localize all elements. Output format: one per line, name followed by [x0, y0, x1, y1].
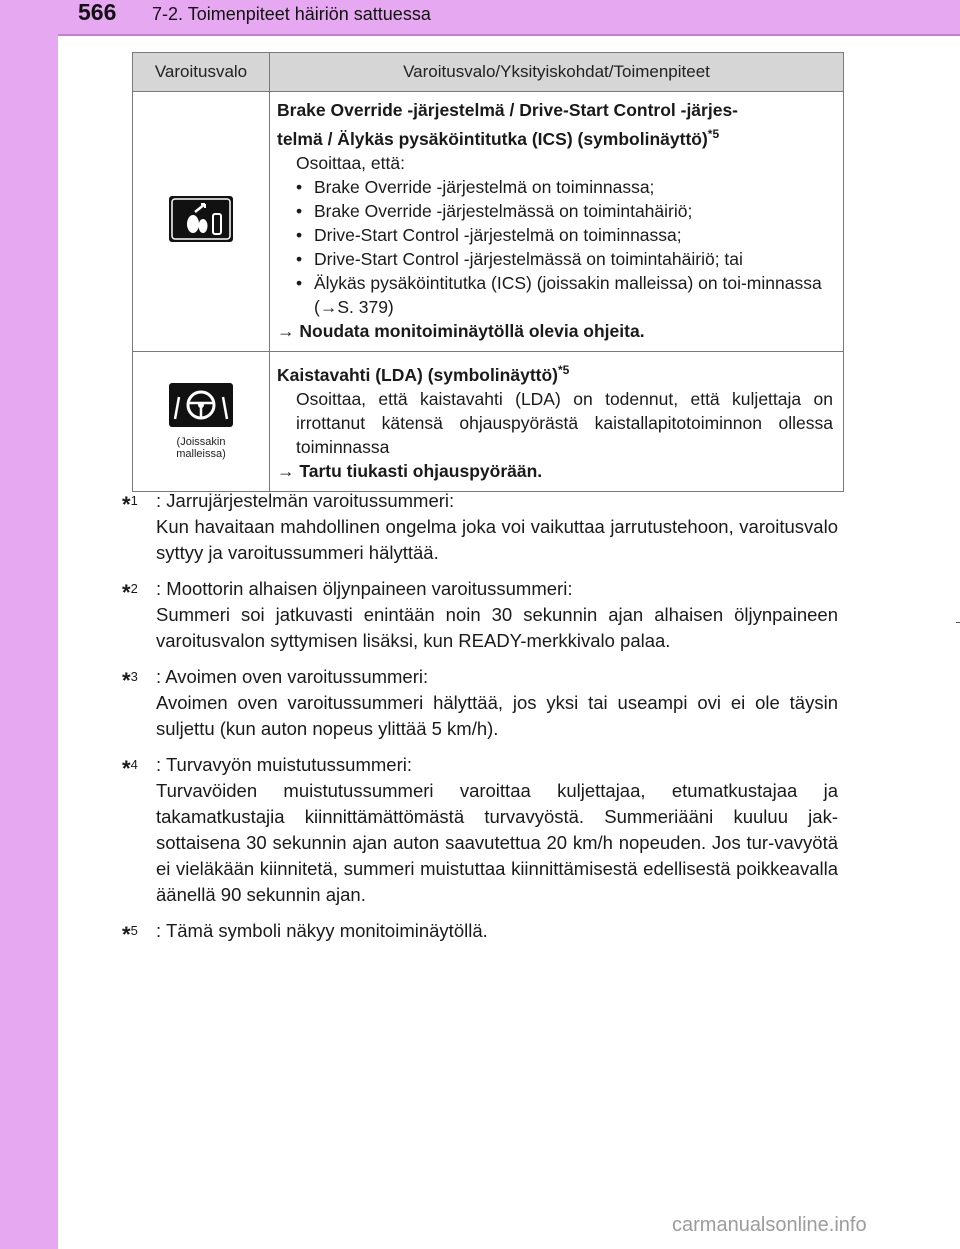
list-item: • Brake Override -järjestelmässä on toimintahäiriö; [296, 199, 833, 223]
footnote-4 [122, 752, 838, 908]
description-cell [270, 351, 844, 491]
icon-cell [133, 92, 270, 352]
footnote-text: Turvavöiden muistutussummeri varoittaa kuljettajaa, etumatkustajaa ja takamatkustajia kiinnittämättömästä turvavyöstä. Summeriääni kuuluu jak-sottaisena 30 sekunnin ajan auton saavutettua 20 km/h nopeuden. Jos tur-vavyötä ei vieläkään kiinnitetä, summeri muistuttaa kiinnittämisestä edellisestä poikkeavalla äänellä 90 sekunnin ajan. [156, 780, 838, 905]
page-number: 566 [78, 0, 117, 25]
header-bar [0, 0, 960, 36]
icon-caption: (Joissakin malleissa) [176, 435, 226, 460]
footnote-1 [122, 488, 838, 566]
action-text: → Tartu tiukasti ohjauspyörään. [277, 460, 543, 481]
brake-override-icon [169, 196, 233, 242]
description-cell [270, 92, 844, 352]
footnote-title: : Turvavyön muistutussummeri: [156, 754, 412, 775]
footnote-title: : Moottorin alhaisen öljynpaineen varoitussummeri: [156, 578, 573, 599]
intro-text: Osoittaa, että: [296, 152, 405, 173]
table-row [133, 351, 844, 491]
footnote-title: : Tämä symboli näkyy monitoiminäytöllä. [156, 920, 488, 941]
watermark: carmanualsonline.info [672, 1214, 867, 1236]
footnote-marker: *$^3$ [122, 668, 138, 694]
row-title [277, 98, 833, 151]
footnote-title: : Jarrujärjestelmän varoitussummeri: [156, 490, 455, 511]
col-header-details: Varoitusvalo/Yksityiskohdat/Toimenpiteet [270, 53, 844, 92]
footnote-text: Summeri soi jatkuvasti enintään noin 30 sekunnin ajan alhaisen öljynpaineen varoitusvalon syttymisen lisäksi, kun READY-merkkivalo palaa. [156, 604, 838, 651]
header-rule [58, 34, 960, 36]
table-header-row [133, 53, 844, 92]
description-text: Osoittaa, että kaistavahti (LDA) on todennut, että kuljettaja on irrottanut kätensä ohjauspyörästä kaistallapitotoiminnon ollessa toiminnassa [296, 388, 833, 457]
lane-departure-steering-icon [169, 383, 233, 427]
list-item: • Drive-Start Control -järjestelmässä on toimintahäiriö; tai [296, 247, 833, 271]
row-title-line2: telmä / Älykäs pysäköintitutka (ICS) (symbolinäyttö) [277, 128, 708, 149]
icon-cell [133, 351, 270, 491]
footnote-marker: *$^2$ [122, 580, 138, 606]
warning-table [132, 52, 844, 492]
list-item: • Drive-Start Control -järjestelmä on toiminnassa; [296, 223, 833, 247]
footnote-ref: *5 [707, 127, 720, 141]
footnote-2 [122, 576, 838, 654]
footnote-3 [122, 664, 838, 742]
section-title: 7-2. Toimenpiteet häiriön sattuessa [152, 4, 431, 24]
sidebar-band [0, 0, 58, 1249]
list-item: • Älykäs pysäköintitutka (ICS) (joissakin malleissa) on toi-minnassa (→S. 379) [296, 271, 833, 319]
footnote-text: Kun havaitaan mahdollinen ongelma joka voi vaikuttaa jarrutustehoon, varoitusvalo syttyy ja varoitussummeri hälyttää. [156, 516, 838, 563]
footnote-marker: *$^1$ [122, 492, 138, 518]
footnote-marker: *$^4$ [122, 756, 138, 782]
footnote-ref: *5 [558, 362, 570, 377]
row-title [277, 358, 833, 387]
footnote-5 [122, 918, 838, 948]
bullet-list [277, 175, 833, 319]
edge-tick [956, 622, 960, 623]
list-item: • Brake Override -järjestelmä on toiminnassa; [296, 175, 833, 199]
footnote-title: : Avoimen oven varoitussummeri: [156, 666, 429, 687]
row-title-text: Kaistavahti (LDA) (symbolinäyttö) [277, 364, 558, 385]
footnote-text: Avoimen oven varoitussummeri hälyttää, jos yksi tai useampi ovi ei ole täysin suljettu (kun auton nopeus ylittää 5 km/h). [156, 692, 838, 739]
col-header-warning-light: Varoitusvalo [133, 53, 270, 92]
action-text: → Noudata monitoiminäytöllä olevia ohjeita. [277, 320, 645, 341]
table-row [133, 92, 844, 352]
row-title-line1: Brake Override -järjestelmä / Drive-Start Control -järjes- [277, 100, 739, 120]
footnote-marker: *$^5$ [122, 922, 138, 948]
footnotes [122, 488, 838, 954]
